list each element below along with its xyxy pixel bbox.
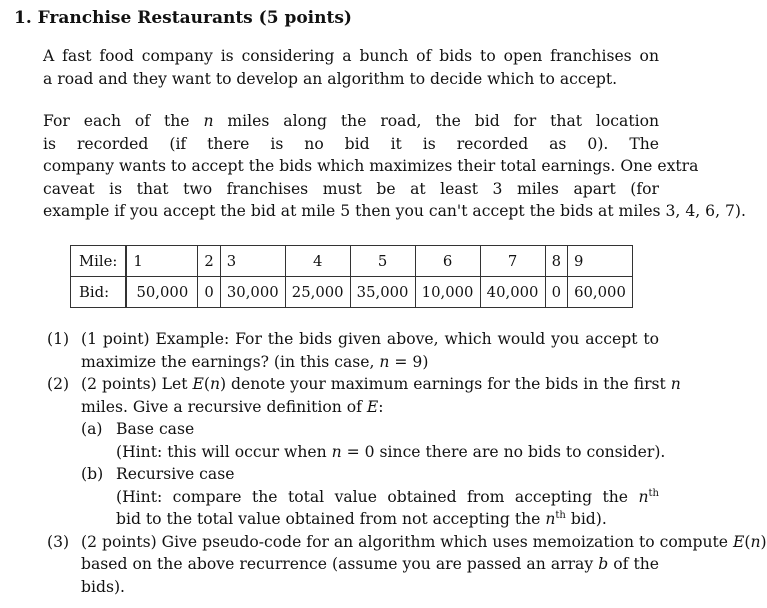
part-hint: (Hint: this will occur when n = 0 since there are no bids to consider). [116,442,666,461]
part-label: Recursive case [116,465,235,483]
bid-cell: 10,000 [415,277,480,308]
question-text: (2 points) Give pseudo-code for an algorithm which uses memoization to compute E(n) based on the above recurrence (assume you are passed an array b of the bids). [81,532,767,596]
problem-title: 1. Franchise Restaurants (5 points) [14,8,352,28]
bid-cell: 35,000 [350,277,415,308]
part-letter: (a) [81,420,103,438]
question-text: (1 point) Example: For the bids given above, which would you accept to maximize the earnings? (in this case, n = 9) [81,330,659,371]
question-number: (1) [47,330,70,348]
question-list [0,328,767,598]
bid-cell: 60,000 [567,277,632,308]
part-letter: (b) [81,465,104,483]
mile-cell: 1 [126,246,198,277]
mile-cell: 5 [350,246,415,277]
mile-cell: 6 [415,246,480,277]
part-text [116,463,659,531]
mile-header: Mile: [71,246,127,277]
bid-cell: 40,000 [480,277,545,308]
bid-cell: 50,000 [126,277,198,308]
part-text [116,418,666,463]
bid-cell: 25,000 [285,277,350,308]
description-paragraph: For each of the n miles along the road, the bid for that location is recorded (if there is no bid it is recorded as 0). The company wants to accept the bids which maximizes their total earnings. One extra caveat is that two franchises must be at least 3 miles apart (for example if you accept the bid at mile 5 then you can't accept the bids at miles 3, 4, 6, 7). [43,112,746,220]
bid-cell: 30,000 [220,277,285,308]
mile-cell: 9 [567,246,632,277]
mile-cell: 4 [285,246,350,277]
mile-cell: 3 [220,246,285,277]
question-1 [0,328,700,373]
question-number: (3) [47,532,70,551]
question-number: (2) [47,375,70,393]
question-2a [0,418,700,463]
part-label: Base case [116,420,195,438]
mile-row [71,246,633,277]
mile-cell: 8 [545,246,567,277]
bids-table [70,245,633,308]
question-2b [0,463,700,531]
bid-row [71,277,633,308]
mile-cell: 7 [480,246,545,277]
bid-cell: 0 [545,277,567,308]
question-2 [0,373,700,418]
intro-paragraph: A fast food company is considering a bunch of bids to open franchises on a road and they want to develop an algorithm to decide which to accept. [43,47,659,88]
mile-cell: 2 [198,246,220,277]
part-hint: (Hint: compare the total value obtained from accepting the $n^{th}$ bid to the total value obtained from not accepting the $n^{th}$ bid). [116,487,659,528]
question-3 [0,531,767,599]
question-text: (2 points) Let E(n) denote your maximum earnings for the bids in the first n miles. Give a recursive definition of E: [81,375,681,416]
bid-cell: 0 [198,277,220,308]
bid-header: Bid: [71,277,127,308]
